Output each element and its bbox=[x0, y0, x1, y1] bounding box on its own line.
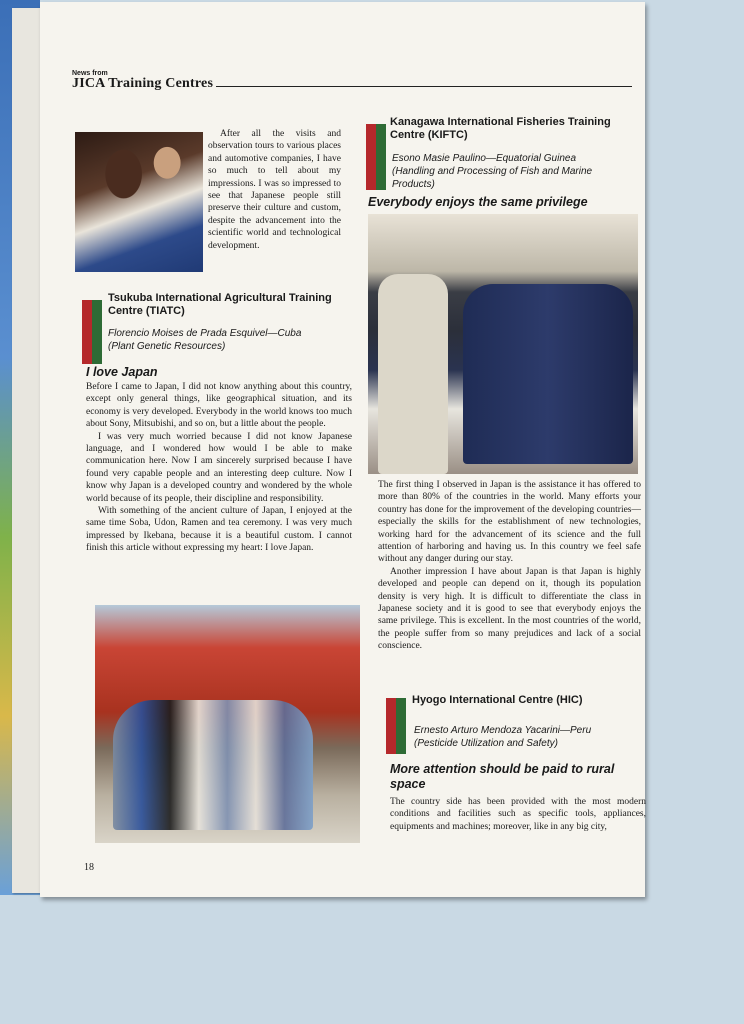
hic-person: Ernesto Arturo Mendoza Yacarini—Peru bbox=[414, 725, 592, 736]
tiatc-green-bar bbox=[92, 300, 102, 364]
photo-group-people bbox=[113, 700, 313, 830]
intro-paragraph: After all the visits and observation tours to various places and automotive companies, I have so much to tell about my impressions. I was so impressed to see that Japanese people still preserve their culture and custom, despite the advancement into the scientific world and technological development. bbox=[208, 129, 341, 251]
tiatc-paragraph: With something of the ancient culture of Japan, I enjoyed at the same time Soba, Udon, Ramen and tea ceremony. I was very much impressed by Ikebana, because it is a beautiful custom. I cannot finish this article without expressing my heart: I love Japan. bbox=[86, 506, 352, 554]
photo-handshake bbox=[75, 132, 203, 272]
tiatc-paragraph: I was very much worried because I did not know Japanese language, and I wondered how would I be able to make communication here. Now I am sincerely surprised because I have found very capable people and an interesting deep culture. Now I know why Japan is a developed country and wondered by the whole world because of its people, their discipline and responsibility. bbox=[86, 431, 352, 504]
page-number: 18 bbox=[84, 862, 94, 873]
tiatc-heading: I love Japan bbox=[86, 365, 158, 379]
hic-title: Hyogo International Centre (HIC) bbox=[412, 694, 583, 706]
hic-green-bar bbox=[396, 698, 406, 754]
photo-group-hall bbox=[368, 214, 638, 474]
kiftc-paragraph: The first thing I observed in Japan is the assistance it has offered to more than 80% of the countries in the world. Many efforts your country has done for the improvement of the developing countries—especially the skills for the establishment of new technologies, working hard for the advancement of its science and the full attention of harboring and having us. In this country we feel safe without any danger during our stay. bbox=[378, 480, 641, 565]
hic-paragraph: The country side has been provided with the most modern conditions and facilities such as specific tools, appliances, equipments and machines; moreover, like in any big city, bbox=[390, 797, 646, 832]
hic-heading: More attention should be paid to rural space bbox=[390, 762, 615, 791]
tiatc-title: Tsukuba International Agricultural Training Centre (TIATC) bbox=[108, 292, 332, 317]
kiftc-heading: Everybody enjoys the same privilege bbox=[368, 195, 588, 209]
kiftc-green-bar bbox=[376, 124, 386, 190]
hic-body bbox=[390, 796, 646, 833]
hic-red-bar bbox=[386, 698, 396, 754]
header-rule bbox=[216, 86, 632, 87]
header-title: JICA Training Centres bbox=[72, 76, 214, 91]
tiatc-red-bar bbox=[82, 300, 92, 364]
tiatc-field: (Plant Genetic Resources) bbox=[108, 341, 226, 352]
header-kicker: News from bbox=[72, 70, 108, 77]
photo-figure-group bbox=[463, 284, 633, 464]
tiatc-person: Florencio Moises de Prada Esquivel—Cuba bbox=[108, 328, 302, 339]
kiftc-red-bar bbox=[366, 124, 376, 190]
photo-figure-guide bbox=[378, 274, 448, 474]
kiftc-person: Esono Masie Paulino—Equatorial Guinea bbox=[392, 153, 576, 164]
hic-field: (Pesticide Utilization and Safety) bbox=[414, 738, 558, 749]
tiatc-paragraph: Before I came to Japan, I did not know anything about this country, except only general things, like geographical situation, and its economy is very developed. Everybody in the world knows too much about Sony, Mitsubishi, and so on, but a little about the people. bbox=[86, 382, 352, 430]
tiatc-body bbox=[86, 381, 352, 555]
kiftc-field: (Handling and Processing of Fish and Marine Products) bbox=[392, 166, 593, 190]
kiftc-body bbox=[378, 479, 641, 653]
kiftc-title: Kanagawa International Fisheries Training Centre (KIFTC) bbox=[390, 116, 611, 141]
kiftc-paragraph: Another impression I have about Japan is that Japan is highly developed and people can depend on it, though its population density is very high. It is difficult to differentiate the class in Japanese society and it is good to see that everybody enjoys the same privilege. This is excellent. In the most countries of the world, the people suffer from so many prejudices and lack of a social conscience. bbox=[378, 566, 641, 652]
photo-group-temple bbox=[95, 605, 360, 843]
